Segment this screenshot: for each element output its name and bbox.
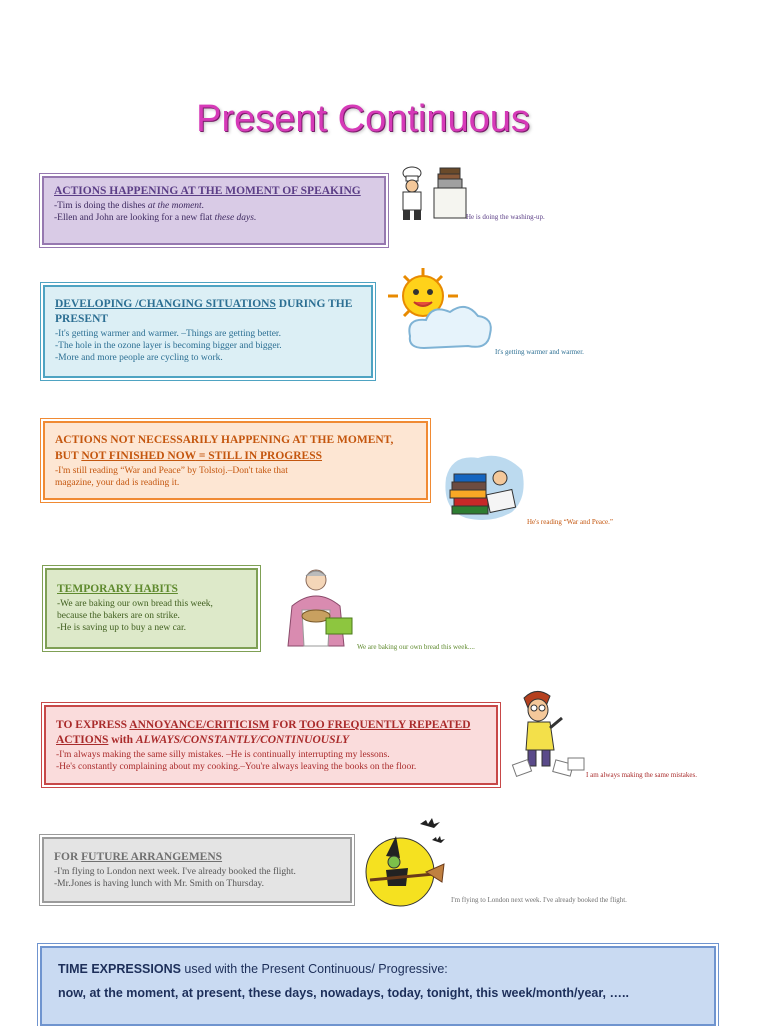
page-title: Present Continuous	[196, 98, 530, 140]
illustration-caption: We are baking our own bread this week....	[357, 643, 475, 651]
time-expressions-box	[40, 946, 716, 1026]
section-heading: TEMPORARY HABITS	[57, 583, 178, 595]
example-line: -Ellen and John are looking for a new flat these days.	[54, 213, 257, 223]
section-at-moment-of-speaking	[42, 176, 386, 245]
section-temporary-habits	[45, 568, 258, 649]
section-changing-situations	[43, 285, 373, 378]
example-line: -He is saving up to buy a new car.	[57, 623, 187, 633]
example-line: -I'm always making the same silly mistakes. –He is continually interrupting my lessons.	[56, 750, 390, 760]
example-line: -I'm flying to London next week. I've already booked the flight.	[54, 867, 296, 877]
example-line: -We are baking our own bread this week,	[57, 599, 213, 609]
section-heading: ACTIONS HAPPENING AT THE MOMENT OF SPEAKING	[54, 185, 361, 197]
example-line: magazine, your dad is reading it.	[55, 478, 180, 488]
section-still-in-progress	[43, 421, 428, 500]
example-line: -It's getting warmer and warmer. –Things are getting better.	[55, 329, 281, 339]
section-heading: TO EXPRESS ANNOYANCE/CRITICISM FOR TOO FREQUENTLY REPEATED ACTIONS with ALWAYS/CONSTANTLY/CONTINUOUSLY	[56, 719, 471, 746]
illustration-caption: I am always making the same mistakes.	[586, 771, 697, 779]
example-line: -I'm still reading “War and Peace” by Tolstoj.–Don't take that	[55, 466, 288, 476]
time-expressions-heading: TIME EXPRESSIONS used with the Present Continuous/ Progressive:	[58, 962, 448, 976]
section-heading: FOR FUTURE ARRANGEMENS	[54, 851, 223, 863]
section-heading: ACTIONS NOT NECESSARILY HAPPENING AT THE MOMENT,	[55, 434, 394, 446]
section-heading: DEVELOPING /CHANGING SITUATIONS DURING THE PRESENT	[55, 298, 353, 325]
example-line: -The hole in the ozone layer is becoming bigger and bigger.	[55, 341, 282, 351]
example-line: because the bakers are on strike.	[57, 611, 180, 621]
stack-of-books-illustration	[442, 448, 528, 526]
witch-on-broom-moon-illustration	[362, 816, 452, 908]
confused-student-papers-illustration	[510, 688, 588, 780]
illustration-caption: He is doing the washing-up.	[466, 213, 545, 221]
example-line: -Tim is doing the dishes at the moment.	[54, 201, 205, 211]
example-line: -Mr.Jones is having lunch with Mr. Smith on Thursday.	[54, 879, 265, 889]
chef-washing-dishes-illustration	[398, 164, 468, 222]
example-line: -He's constantly complaining about my cooking.–You're always leaving the books on the floor.	[56, 762, 417, 772]
illustration-caption: He's reading “War and Peace.”	[527, 518, 614, 526]
grandma-baking-bread-illustration	[272, 566, 358, 648]
time-expressions-list: now, at the moment, at present, these days, nowadays, today, tonight, this week/month/year, …..	[58, 986, 629, 1000]
example-line: -More and more people are cycling to work.	[55, 353, 223, 363]
section-annoyance-criticism	[44, 705, 498, 785]
illustration-caption: I'm flying to London next week. I've already booked the flight.	[451, 896, 627, 904]
illustration-caption: It's getting warmer and warmer.	[495, 348, 584, 356]
sun-and-cloud-illustration	[388, 266, 496, 354]
section-heading-line2: BUT NOT FINISHED NOW = STILL IN PROGRESS	[55, 450, 323, 462]
section-future-arrangements	[42, 837, 352, 903]
